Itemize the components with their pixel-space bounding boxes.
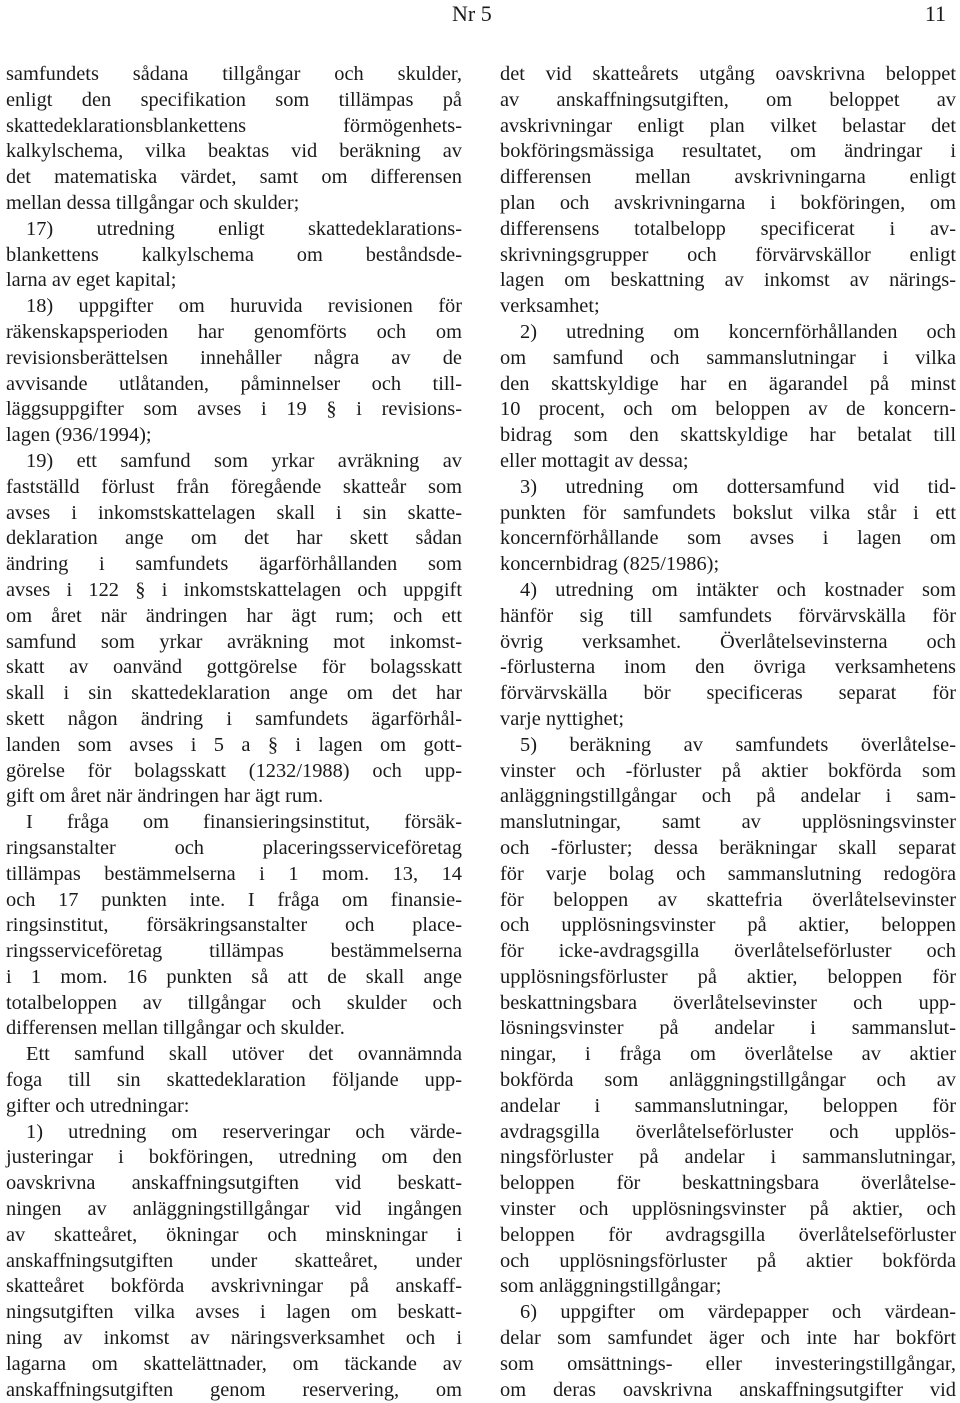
text-line: deklaration ange om det har skett sådan xyxy=(6,527,462,550)
text-line: ningsutgiften vilka avses i lagen om beskatt- xyxy=(6,1301,462,1324)
text-line: avses i 122 § i inkomstskattelagen och uppgift xyxy=(6,578,462,601)
text-line: enligt den specifikation som tillämpas på xyxy=(6,88,462,111)
text-line: -förlusterna inom den övriga verksamhetens xyxy=(500,656,956,679)
text-line: larna av eget kapital; xyxy=(6,269,177,292)
text-line: fastställd förlust från föregående skatteår som xyxy=(6,475,462,498)
text-line: 4) utredning om intäkter och kostnader som xyxy=(520,578,956,601)
text-line: skattedeklarationsblankettens förmögenhets- xyxy=(6,114,462,137)
text-line: läggsuppgifter som avses i 19 § i revisions- xyxy=(6,398,462,421)
text-line: verksamhet; xyxy=(500,295,600,318)
text-line: skrivningsgrupper och förvärvskällor enligt xyxy=(500,243,956,266)
text-line: skall i sin skattedeklaration ange om det har xyxy=(6,682,462,705)
text-line: lagen om beskattning av inkomst av närings- xyxy=(500,269,956,292)
page-header xyxy=(0,0,960,40)
text-line: 1) utredning om reserveringar och värde- xyxy=(26,1120,462,1143)
text-line: beloppen för beskattningsbara överlåtelse- xyxy=(500,1172,956,1195)
text-line: foga till sin skattedeklaration följande upp- xyxy=(6,1069,462,1092)
text-line: den skattskyldige har en ägarandel på minst xyxy=(500,372,956,395)
text-line: gifter och utredningar: xyxy=(6,1094,190,1117)
text-line: justeringar i bokföringen, utredning om den xyxy=(6,1146,462,1169)
text-line: görelse för bolagsskatt (1232/1988) och upp- xyxy=(6,759,462,782)
text-line: ringsinstitut, försäkringsanstalter och place- xyxy=(6,914,462,937)
text-line: ringsanstalter och placeringsserviceföretag xyxy=(6,836,462,859)
text-line: och upplösningsförluster på aktier bokförda xyxy=(500,1249,956,1272)
text-line: differensens totalbelopp specificerat i av- xyxy=(500,217,956,240)
text-line: I fråga om finansieringsinstitut, försäk- xyxy=(26,811,462,834)
text-line: 5) beräkning av samfundets överlåtelse- xyxy=(520,733,956,756)
text-line: lagen (936/1994); xyxy=(6,424,152,447)
text-line: differensen mellan avskrivningarna enligt xyxy=(500,166,956,189)
text-line: kalkylschema, vilka beaktas vid beräkning av xyxy=(6,140,462,163)
text-line: samfund som yrkar avräkning mot inkomst- xyxy=(6,630,462,653)
text-line: anskaffningsutgiften under skatteåret, under xyxy=(6,1249,462,1272)
text-line: koncernförhållande som avses i lagen om xyxy=(500,527,956,550)
text-line: Ett samfund skall utöver det ovannämnda xyxy=(26,1043,462,1066)
text-line: anskaffningsutgiften genom reservering, om xyxy=(6,1378,462,1401)
text-line: och 17 punkten inte. I fråga om finansie- xyxy=(6,888,462,911)
text-line: vinster och -förluster på aktier bokförda som xyxy=(500,759,956,782)
text-line: ningsförluster på andelar i sammanslutningar, xyxy=(500,1146,956,1169)
text-line: förvärvskälla bör specificeras separat för xyxy=(500,682,956,705)
text-line: oavskrivna anskaffningsutgiften vid beskatt- xyxy=(6,1172,462,1195)
text-line: ning av inkomst av näringsverksamhet och i xyxy=(6,1327,462,1350)
text-line: för beloppen av skattefria överlåtelsevinster xyxy=(500,888,956,911)
text-line: differensen mellan tillgångar och skulder. xyxy=(6,1017,345,1040)
text-line: bokförda som anläggningstillgångar och av xyxy=(500,1069,956,1092)
page-number: 11 xyxy=(924,1,946,26)
text-line: blankettens kalkylschema om beståndsde- xyxy=(6,243,462,266)
text-line: räkenskapsperioden har genomförts och om xyxy=(6,320,462,343)
text-line: mellan dessa tillgångar och skulder; xyxy=(6,191,300,214)
text-column-right xyxy=(500,62,956,1403)
text-line: hänför sig till samfundets förvärvskälla för xyxy=(500,604,956,627)
text-line: avskrivningar enligt plan vilket belastar det xyxy=(500,114,956,137)
text-line: 3) utredning om dottersamfund vid tid- xyxy=(520,475,956,498)
text-line: lösningsvinster på andelar i sammanslut- xyxy=(500,1017,956,1040)
text-line: skatteåret bokförda avskrivningar på anskaff- xyxy=(6,1275,462,1298)
text-line: 2) utredning om koncernförhållanden och xyxy=(520,320,956,343)
text-line: avvisande utlåtanden, påminnelser och till- xyxy=(6,372,462,395)
text-line: bokföringsmässiga resultatet, om ändringar i xyxy=(500,140,956,163)
text-line: och upplösningsvinster på aktier, beloppen xyxy=(500,914,956,937)
text-line: upplösningsförluster på aktier, beloppen för xyxy=(500,965,956,988)
text-line: punkten för samfundets bokslut vilka står i ett xyxy=(500,501,956,524)
text-column-left xyxy=(6,62,462,1403)
text-line: eller mottagit av dessa; xyxy=(500,449,689,472)
text-line: om året när ändringen har ägt rum; och ett xyxy=(6,604,462,627)
text-line: 17) utredning enligt skattedeklarations- xyxy=(26,217,462,240)
text-line: ningar, i fråga om överlåtelse av aktier xyxy=(500,1043,956,1066)
text-line: i 1 mom. 16 punkten så att de skall ange xyxy=(6,965,462,988)
text-line: det vid skatteårets utgång oavskrivna beloppet xyxy=(500,63,956,85)
text-line: avses i inkomstskattelagen skall i sin skatte- xyxy=(6,501,462,524)
text-line: andelar i sammanslutningar, beloppen för xyxy=(500,1094,956,1117)
text-line: avdragsgilla överlåtelseförluster och upplös- xyxy=(500,1120,956,1143)
text-line: samfundets sådana tillgångar och skulder, xyxy=(6,63,462,85)
text-line: ringsserviceföretag tillämpas bestämmelserna xyxy=(6,940,462,963)
text-line: delar som samfundet äger och inte har bokfört xyxy=(500,1327,956,1350)
text-line: övrig verksamhet. Överlåtelsevinsterna och xyxy=(500,630,956,653)
text-line: som anläggningstillgångar; xyxy=(500,1275,722,1298)
text-line: skatt av oanvänd gottgörelse för bolagsskatt xyxy=(6,656,462,679)
text-line: landen som avses i 5 a § i lagen om gott- xyxy=(6,733,462,756)
text-line: ningen av anläggningstillgångar vid ingången xyxy=(6,1198,462,1221)
text-line: manslutningar, samt av upplösningsvinster xyxy=(500,811,956,834)
issue-number: Nr 5 xyxy=(452,1,492,26)
text-line: som omsättnings- eller investeringstillgångar, xyxy=(500,1352,956,1375)
text-line: skett någon ändring i samfundets ägarförhål- xyxy=(6,707,462,730)
text-line: 10 procent, och om beloppen av de koncern- xyxy=(500,398,956,421)
text-line: och -förluster; dessa beräkningar skall separat xyxy=(500,836,956,859)
text-line: revisionsberättelsen innehåller några av de xyxy=(6,346,462,369)
text-line: totalbeloppen av tillgångar och skulder och xyxy=(6,991,462,1014)
text-line: av skatteåret, ökningar och minskningar i xyxy=(6,1223,462,1246)
text-line: plan och avskrivningarna i bokföringen, om xyxy=(500,191,956,214)
text-line: av anskaffningsutgiften, om beloppet av xyxy=(500,88,956,111)
text-line: 18) uppgifter om huruvida revisionen för xyxy=(26,295,462,318)
text-line: koncernbidrag (825/1986); xyxy=(500,553,720,576)
text-line: bidrag som den skattskyldige har betalat till xyxy=(500,424,956,447)
text-line: om samfund och sammanslutningar i vilka xyxy=(500,346,956,369)
text-line: vinster och upplösningsvinster på aktier, och xyxy=(500,1198,956,1221)
text-line: för icke-avdragsgilla överlåtelseförluster och xyxy=(500,940,956,963)
text-line: lagarna om skattelättnader, om täckande av xyxy=(6,1352,462,1375)
text-line: ändring i samfundets ägarförhållanden som xyxy=(6,553,462,576)
text-line: gift om året när ändringen har ägt rum. xyxy=(6,785,324,808)
text-line: 19) ett samfund som yrkar avräkning av xyxy=(26,449,462,472)
text-line: anläggningstillgångar och på andelar i sam- xyxy=(500,785,956,808)
text-line: för varje bolag och sammanslutning redogöra xyxy=(500,862,956,885)
text-line: 6) uppgifter om värdepapper och värdean- xyxy=(520,1301,956,1324)
text-line: beskattningsbara överlåtelsevinster och upp- xyxy=(500,991,956,1014)
text-line: varje nyttighet; xyxy=(500,707,625,730)
text-line: det matematiska värdet, samt om differensen xyxy=(6,166,462,189)
text-line: beloppen för avdragsgilla överlåtelseförluster xyxy=(500,1223,956,1246)
text-line: om deras oavskrivna anskaffningsutgifter vid xyxy=(500,1378,956,1401)
text-line: tillämpas bestämmelserna i 1 mom. 13, 14 xyxy=(6,862,462,885)
